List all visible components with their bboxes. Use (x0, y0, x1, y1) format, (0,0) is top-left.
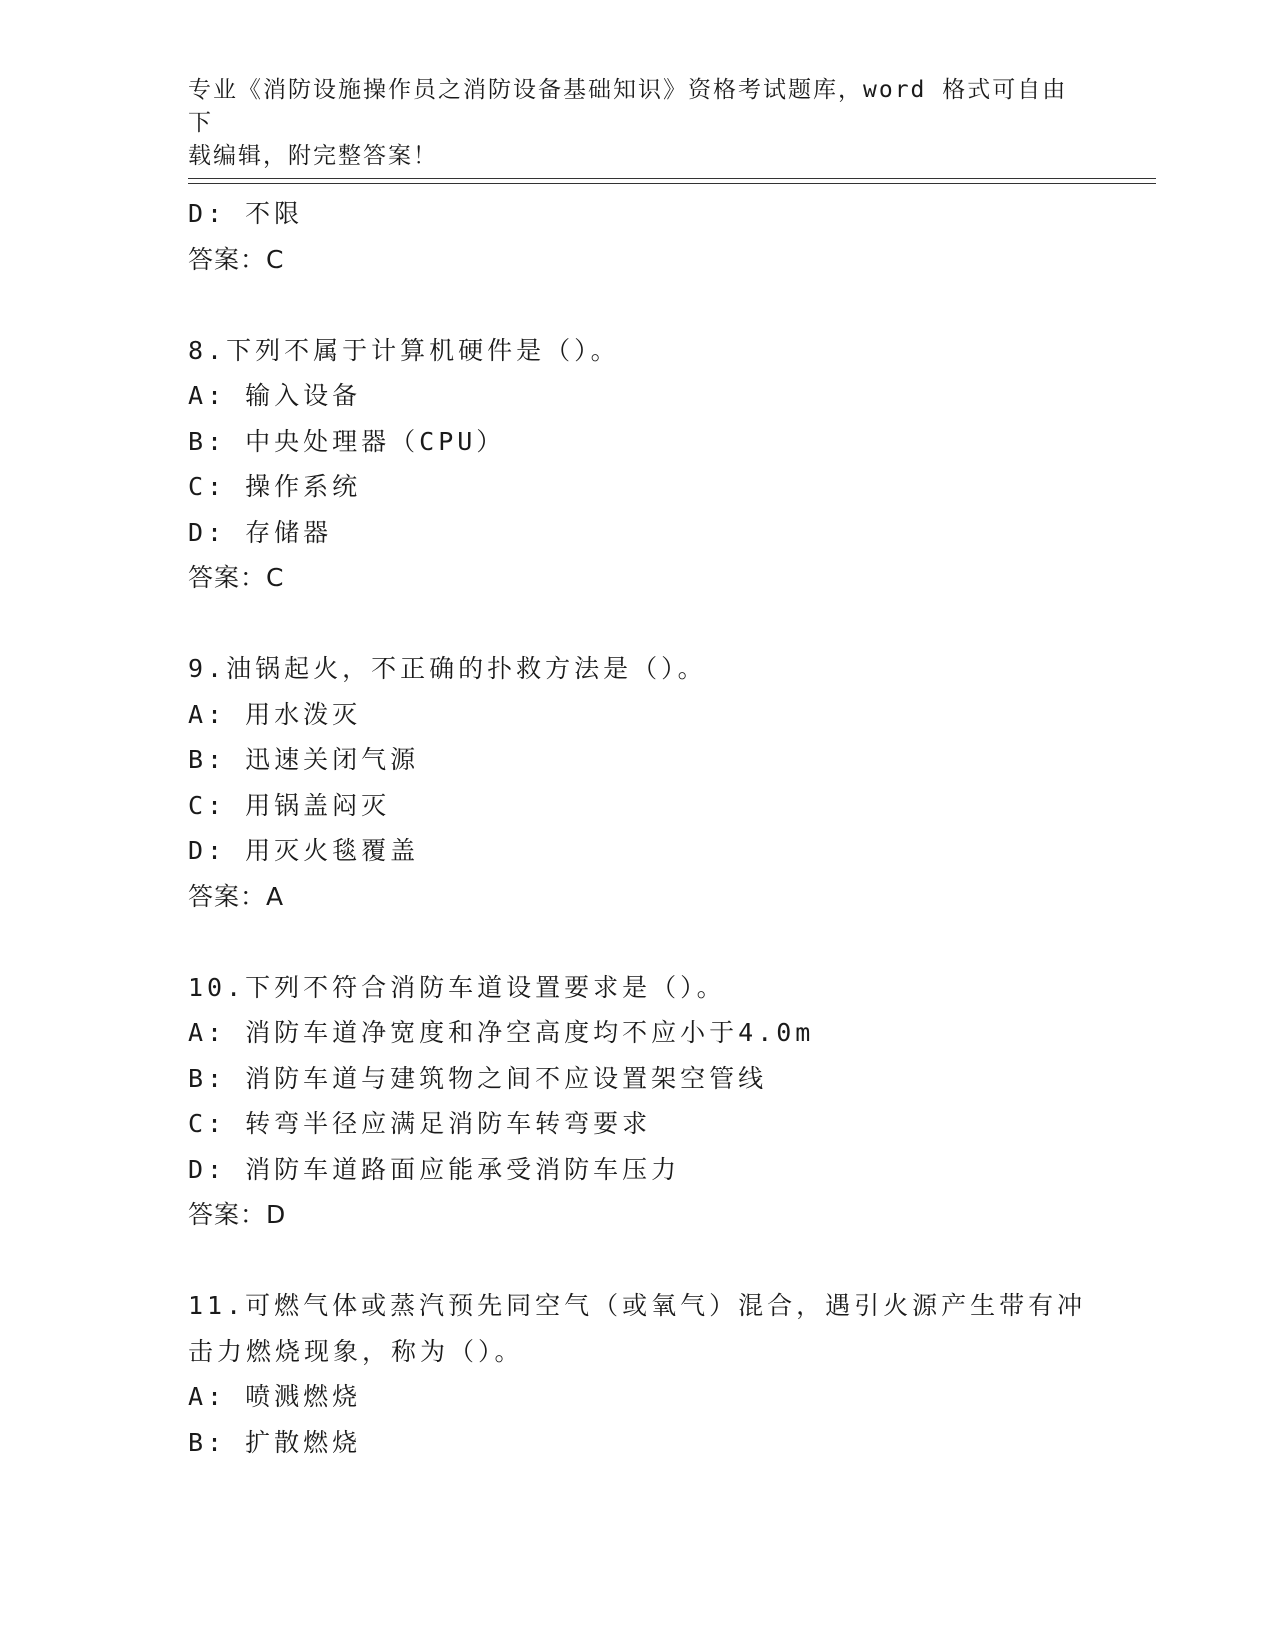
spacer (188, 601, 1156, 647)
q8-stem: 8.下列不属于计算机硬件是（）。 (188, 335, 620, 365)
prev-answer: 答案：C (188, 244, 285, 274)
q10-stem: 10.下列不符合消防车道设置要求是（）。 (188, 972, 726, 1002)
spacer (188, 1238, 1156, 1284)
q11-option-b: B: 扩散燃烧 (188, 1427, 362, 1457)
q9-answer: 答案：A (188, 881, 285, 911)
document-header (188, 74, 1068, 173)
q10-option-b: B: 消防车道与建筑物之间不应设置架空管线 (188, 1063, 768, 1093)
q11-stem-line-1: 11.可燃气体或蒸汽预先同空气（或氧气）混合，遇引火源产生带有冲 (188, 1291, 1087, 1320)
q9-option-d: D: 用灭火毯覆盖 (188, 836, 420, 865)
header-line-1: 专业《消防设施操作员之消防设备基础知识》资格考试题库，word 格式可自由下 (188, 77, 1068, 136)
q10-option-c: C: 转弯半径应满足消防车转弯要求 (188, 1109, 652, 1138)
header-divider-bottom (188, 183, 1156, 184)
q9-option-b: B: 迅速关闭气源 (188, 745, 420, 774)
header-divider-top (188, 178, 1156, 179)
q8-option-a: A: 输入设备 (188, 381, 362, 410)
spacer (188, 282, 1156, 328)
q10-option-d: D: 消防车道路面应能承受消防车压力 (188, 1154, 681, 1184)
q9-option-a: A: 用水泼灭 (188, 699, 362, 729)
prev-option-d: D: 不限 (188, 199, 304, 228)
q10-answer: 答案：D (188, 1200, 287, 1229)
q8-option-d: D: 存储器 (188, 517, 333, 547)
question-content (188, 191, 1156, 1465)
q9-option-c: C: 用锅盖闷灭 (188, 790, 391, 820)
q8-option-b: B: 中央处理器（CPU） (188, 426, 506, 456)
q11-stem-line-2: 击力燃烧现象，称为（）。 (188, 1336, 524, 1366)
spacer (188, 919, 1156, 965)
q10-option-a: A: 消防车道净宽度和净空高度均不应小于4.0m (188, 1018, 815, 1047)
q8-option-c: C: 操作系统 (188, 472, 362, 501)
q9-stem: 9.油锅起火，不正确的扑救方法是（）。 (188, 654, 707, 683)
q11-option-a: A: 喷溅燃烧 (188, 1382, 362, 1411)
q8-answer: 答案：C (188, 563, 285, 592)
header-line-2: 载编辑，附完整答案！ (188, 143, 438, 169)
